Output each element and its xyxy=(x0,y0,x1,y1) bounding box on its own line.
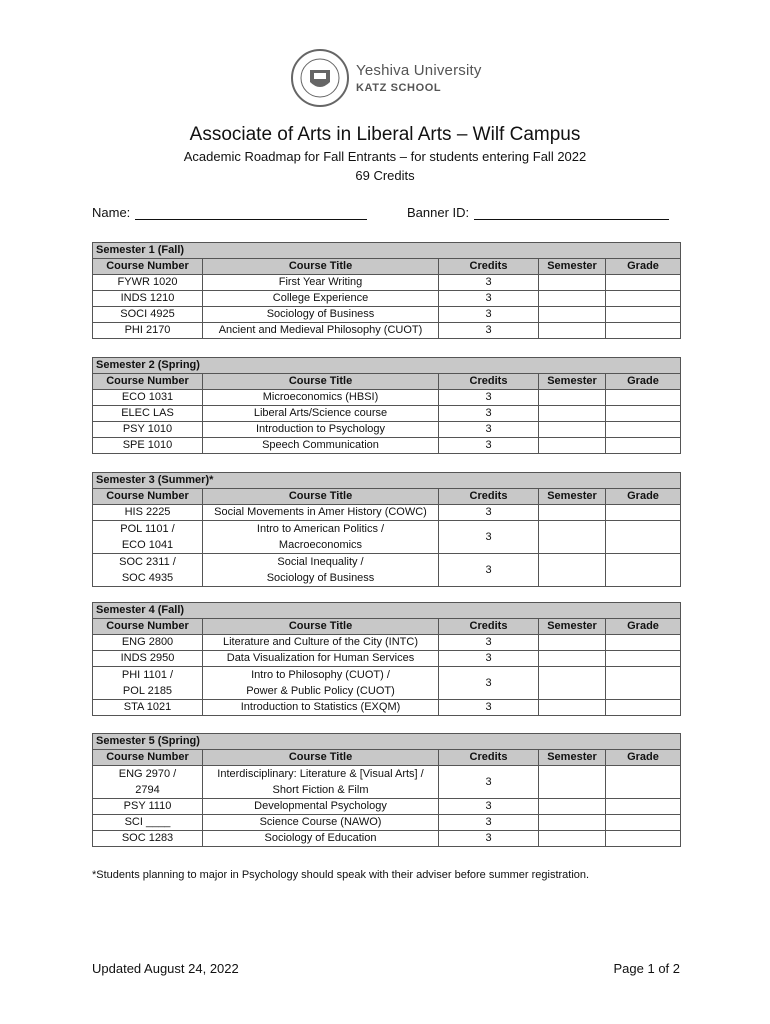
course-row xyxy=(93,700,681,716)
column-header-grade: Grade xyxy=(606,619,681,635)
semester-table xyxy=(92,242,681,339)
column-header-semester: Semester xyxy=(539,374,606,390)
semester-entry-cell[interactable] xyxy=(539,831,606,847)
course-credits: 3 xyxy=(439,554,539,587)
semester-label: Semester 4 (Fall) xyxy=(93,603,681,619)
column-header-course-title: Course Title xyxy=(203,619,439,635)
course-title: Social Movements in Amer History (COWC) xyxy=(203,505,439,521)
course-number: INDS 2950 xyxy=(93,651,203,667)
semester-label: Semester 1 (Fall) xyxy=(93,243,681,259)
semester-entry-cell[interactable] xyxy=(539,307,606,323)
updated-date: Updated August 24, 2022 xyxy=(92,961,239,976)
semester-label: Semester 2 (Spring) xyxy=(93,358,681,374)
column-header-row xyxy=(93,750,681,766)
semester-header-row xyxy=(93,243,681,259)
semester-entry-cell[interactable] xyxy=(539,766,606,799)
semester-table xyxy=(92,602,681,716)
course-row xyxy=(93,323,681,339)
name-input-line[interactable] xyxy=(135,205,367,220)
semester-table xyxy=(92,472,681,587)
course-title: Interdisciplinary: Literature & [Visual Arts] / Short Fiction & Film xyxy=(203,766,439,799)
course-credits: 3 xyxy=(439,799,539,815)
course-credits: 3 xyxy=(439,406,539,422)
page-title: Associate of Arts in Liberal Arts – Wilf Campus xyxy=(189,124,581,145)
course-credits: 3 xyxy=(439,323,539,339)
university-name: Yeshiva University xyxy=(356,62,482,79)
course-title: Data Visualization for Human Services xyxy=(203,651,439,667)
course-credits: 3 xyxy=(439,831,539,847)
course-row xyxy=(93,667,681,700)
grade-entry-cell[interactable] xyxy=(606,667,681,700)
course-row xyxy=(93,291,681,307)
course-row xyxy=(93,505,681,521)
column-header-course-number: Course Number xyxy=(93,489,203,505)
semester-entry-cell[interactable] xyxy=(539,700,606,716)
grade-entry-cell[interactable] xyxy=(606,799,681,815)
course-number: SPE 1010 xyxy=(93,438,203,454)
school-name: KATZ SCHOOL xyxy=(356,82,442,94)
grade-entry-cell[interactable] xyxy=(606,406,681,422)
course-number: ENG 2800 xyxy=(93,635,203,651)
column-header-semester: Semester xyxy=(539,619,606,635)
banner-id-input-line[interactable] xyxy=(474,205,669,220)
course-title: Sociology of Education xyxy=(203,831,439,847)
course-number: INDS 1210 xyxy=(93,291,203,307)
semester-header-row xyxy=(93,734,681,750)
column-header-row xyxy=(93,259,681,275)
column-header-semester: Semester xyxy=(539,259,606,275)
course-title: Ancient and Medieval Philosophy (CUOT) xyxy=(203,323,439,339)
column-header-grade: Grade xyxy=(606,750,681,766)
column-header-course-title: Course Title xyxy=(203,259,439,275)
course-title: Social Inequality / Sociology of Business xyxy=(203,554,439,587)
course-row xyxy=(93,307,681,323)
column-header-course-number: Course Number xyxy=(93,750,203,766)
course-credits: 3 xyxy=(439,766,539,799)
course-title: Literature and Culture of the City (INTC) xyxy=(203,635,439,651)
course-title: Science Course (NAWO) xyxy=(203,815,439,831)
course-credits: 3 xyxy=(439,700,539,716)
name-label: Name: xyxy=(92,205,131,220)
course-row xyxy=(93,799,681,815)
column-header-credits: Credits xyxy=(439,619,539,635)
banner-id-field[interactable] xyxy=(407,205,669,220)
semester-entry-cell[interactable] xyxy=(539,291,606,307)
course-credits: 3 xyxy=(439,275,539,291)
column-header-course-title: Course Title xyxy=(203,489,439,505)
page-subtitle: Academic Roadmap for Fall Entrants – for students entering Fall 2022 xyxy=(183,149,587,164)
semester-entry-cell[interactable] xyxy=(539,815,606,831)
semester-label: Semester 3 (Summer)* xyxy=(93,473,681,489)
column-header-grade: Grade xyxy=(606,259,681,275)
column-header-grade: Grade xyxy=(606,489,681,505)
grade-entry-cell[interactable] xyxy=(606,521,681,554)
course-title: Developmental Psychology xyxy=(203,799,439,815)
semester-label: Semester 5 (Spring) xyxy=(93,734,681,750)
semester-entry-cell[interactable] xyxy=(539,799,606,815)
grade-entry-cell[interactable] xyxy=(606,815,681,831)
grade-entry-cell[interactable] xyxy=(606,291,681,307)
course-row xyxy=(93,521,681,554)
course-title: Microeconomics (HBSI) xyxy=(203,390,439,406)
course-number: SOCI 4925 xyxy=(93,307,203,323)
column-header-credits: Credits xyxy=(439,259,539,275)
column-header-semester: Semester xyxy=(539,750,606,766)
semester-header-row xyxy=(93,603,681,619)
semester-header-row xyxy=(93,473,681,489)
course-title: Sociology of Business xyxy=(203,307,439,323)
column-header-course-number: Course Number xyxy=(93,619,203,635)
semester-entry-cell[interactable] xyxy=(539,521,606,554)
grade-entry-cell[interactable] xyxy=(606,700,681,716)
grade-entry-cell[interactable] xyxy=(606,275,681,291)
name-field[interactable] xyxy=(92,205,367,220)
semester-entry-cell[interactable] xyxy=(539,438,606,454)
course-credits: 3 xyxy=(439,815,539,831)
column-header-credits: Credits xyxy=(439,374,539,390)
course-credits: 3 xyxy=(439,667,539,700)
course-title: Intro to Philosophy (CUOT) / Power & Public Policy (CUOT) xyxy=(203,667,439,700)
semester-header-row xyxy=(93,358,681,374)
grade-entry-cell[interactable] xyxy=(606,438,681,454)
course-credits: 3 xyxy=(439,505,539,521)
course-credits: 3 xyxy=(439,390,539,406)
course-number: ENG 2970 / 2794 xyxy=(93,766,203,799)
semester-entry-cell[interactable] xyxy=(539,667,606,700)
grade-entry-cell[interactable] xyxy=(606,831,681,847)
semester-entry-cell[interactable] xyxy=(539,422,606,438)
course-row xyxy=(93,275,681,291)
course-title: Introduction to Psychology xyxy=(203,422,439,438)
course-row xyxy=(93,766,681,799)
course-row xyxy=(93,831,681,847)
course-number: ELEC LAS xyxy=(93,406,203,422)
grade-entry-cell[interactable] xyxy=(606,554,681,587)
semester-entry-cell[interactable] xyxy=(539,505,606,521)
course-row xyxy=(93,635,681,651)
course-title: Liberal Arts/Science course xyxy=(203,406,439,422)
semester-entry-cell[interactable] xyxy=(539,651,606,667)
grade-entry-cell[interactable] xyxy=(606,651,681,667)
course-number: SCI ____ xyxy=(93,815,203,831)
course-row xyxy=(93,651,681,667)
course-title: Introduction to Statistics (EXQM) xyxy=(203,700,439,716)
footnote: *Students planning to major in Psychology should speak with their adviser before summer registration. xyxy=(92,869,590,881)
course-number: SOC 1283 xyxy=(93,831,203,847)
semester-entry-cell[interactable] xyxy=(539,275,606,291)
column-header-course-title: Course Title xyxy=(203,374,439,390)
column-header-grade: Grade xyxy=(606,374,681,390)
course-number: STA 1021 xyxy=(93,700,203,716)
column-header-row xyxy=(93,489,681,505)
grade-entry-cell[interactable] xyxy=(606,766,681,799)
university-seal-icon xyxy=(290,48,350,108)
course-credits: 3 xyxy=(439,438,539,454)
course-number: PHI 1101 / POL 2185 xyxy=(93,667,203,700)
grade-entry-cell[interactable] xyxy=(606,307,681,323)
semester-table xyxy=(92,357,681,454)
semester-entry-cell[interactable] xyxy=(539,323,606,339)
course-credits: 3 xyxy=(439,651,539,667)
course-number: PSY 1110 xyxy=(93,799,203,815)
grade-entry-cell[interactable] xyxy=(606,505,681,521)
column-header-credits: Credits xyxy=(439,750,539,766)
column-header-course-title: Course Title xyxy=(203,750,439,766)
semester-entry-cell[interactable] xyxy=(539,554,606,587)
column-header-semester: Semester xyxy=(539,489,606,505)
page-number: Page 1 of 2 xyxy=(613,961,680,976)
course-credits: 3 xyxy=(439,521,539,554)
grade-entry-cell[interactable] xyxy=(606,390,681,406)
course-row xyxy=(93,554,681,587)
course-row xyxy=(93,406,681,422)
course-credits: 3 xyxy=(439,422,539,438)
column-header-credits: Credits xyxy=(439,489,539,505)
grade-entry-cell[interactable] xyxy=(606,422,681,438)
course-title: Intro to American Politics / Macroeconomics xyxy=(203,521,439,554)
course-row xyxy=(93,390,681,406)
total-credits: 69 Credits xyxy=(355,168,415,183)
course-number: ECO 1031 xyxy=(93,390,203,406)
course-number: FYWR 1020 xyxy=(93,275,203,291)
course-number: HIS 2225 xyxy=(93,505,203,521)
grade-entry-cell[interactable] xyxy=(606,323,681,339)
course-row xyxy=(93,422,681,438)
course-number: SOC 2311 / SOC 4935 xyxy=(93,554,203,587)
university-logo xyxy=(290,44,490,108)
course-row xyxy=(93,438,681,454)
course-row xyxy=(93,815,681,831)
column-header-row xyxy=(93,374,681,390)
semester-entry-cell[interactable] xyxy=(539,406,606,422)
course-number: POL 1101 / ECO 1041 xyxy=(93,521,203,554)
grade-entry-cell[interactable] xyxy=(606,635,681,651)
course-title: Speech Communication xyxy=(203,438,439,454)
column-header-course-number: Course Number xyxy=(93,374,203,390)
course-title: First Year Writing xyxy=(203,275,439,291)
semester-entry-cell[interactable] xyxy=(539,390,606,406)
course-number: PHI 2170 xyxy=(93,323,203,339)
column-header-course-number: Course Number xyxy=(93,259,203,275)
semester-entry-cell[interactable] xyxy=(539,635,606,651)
column-header-row xyxy=(93,619,681,635)
course-title: College Experience xyxy=(203,291,439,307)
course-credits: 3 xyxy=(439,635,539,651)
course-credits: 3 xyxy=(439,307,539,323)
course-credits: 3 xyxy=(439,291,539,307)
course-number: PSY 1010 xyxy=(93,422,203,438)
semester-table xyxy=(92,733,681,847)
banner-id-label: Banner ID: xyxy=(407,205,470,220)
